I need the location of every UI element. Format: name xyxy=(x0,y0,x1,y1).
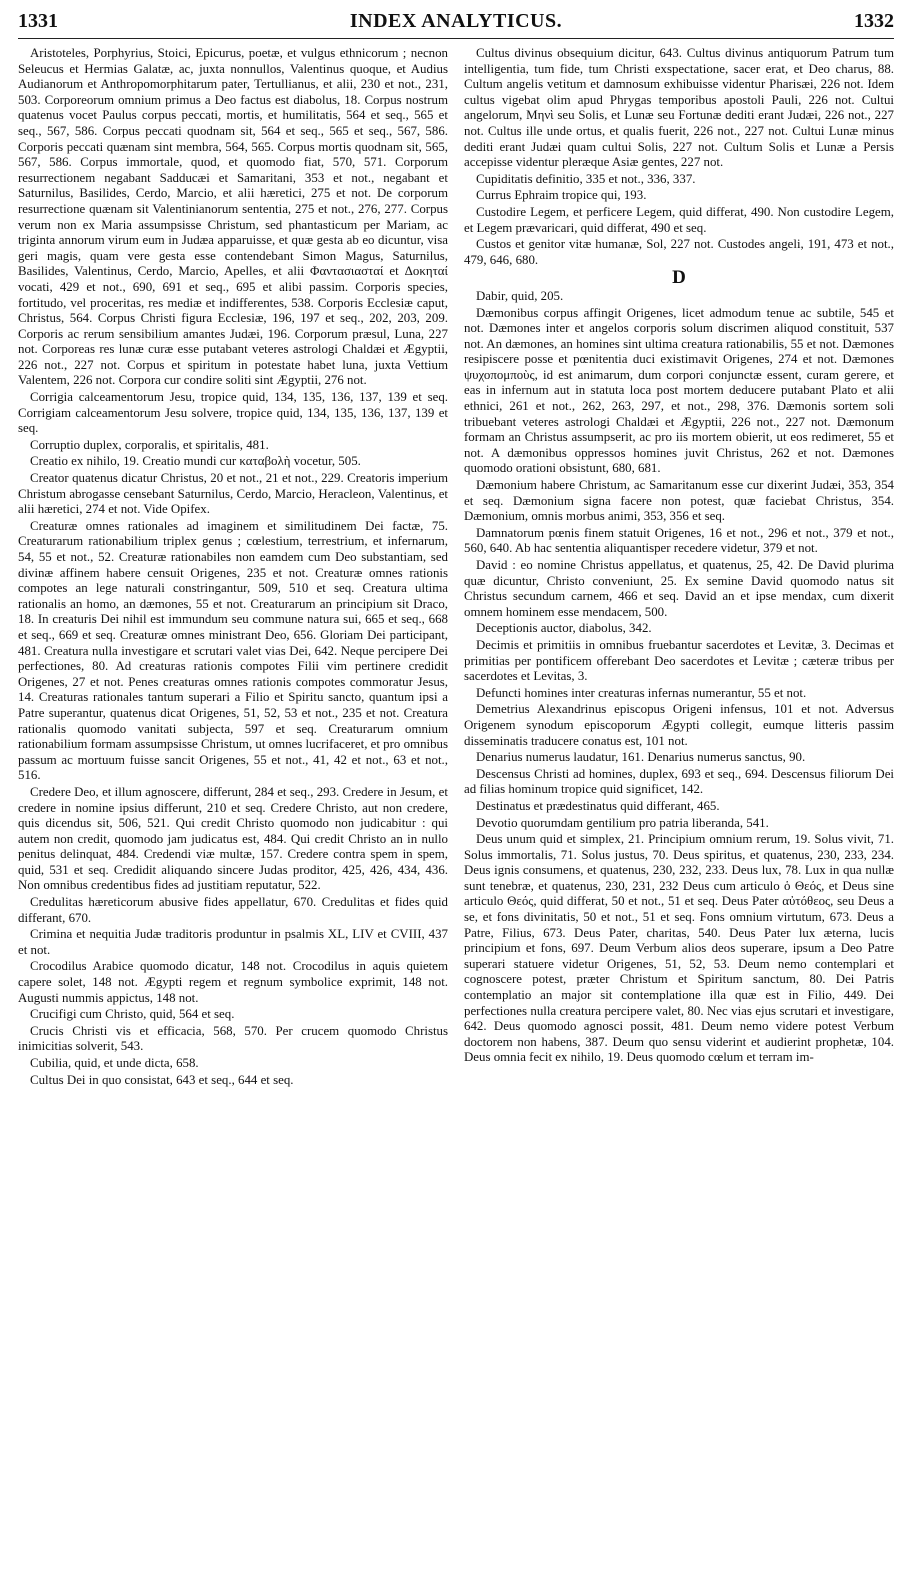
index-entry: Deus unum quid et simplex, 21. Principium omnium rerum, 19. Solus vivit, 71. Solus immortalis, 71. Solus justus, 70. Deus spiritus, et quatenus, 230, 233, 234. Deus ignis consumens, et quatenus, 230, 232, 233. Deus lux, 78. Lux in qua nullæ sunt tenebræ, et quatenus, 230, 231, 232 Deus cum articulo ὁ Θεός, et Deus sine articulo Θεός, quid differat, 50 et not., 51 et seq. Deus Pater αὐτόθεος, seu Deus a se, et fons divinitatis, 50 et not., 51 et seq. Fons omnium virtutum, 673. Deus a Patre, Filius, 673. Deus Pater, charitas, 540. Deus Pater lux æterna, lucis principium et fons, 697. Deum Verbum alios deos superare, ipsum a Deo Patre superari statuere videtur Origenes, 51, 52, 53. Deum nemo contemplari et cognoscere potest, præter Christum et Spiritum sanctum, 80. Dei Patris contemplatio an major sit contemplatione illa quæ est in Filio, 449. Dei perfectiones nulla creatura percipere valet, 80. Nec vias ejus scrutari et investigare, 642. Deus quomodo agnosci possit, 481. Deum nemo videre potest Verbum doctorem non habens, 387. Deum quo sensu viderint et audierint prophetæ, 104. Deus omnia fecit ex nihilo, 19. Deus quomodo cœlum et terram im- xyxy=(464,832,894,1065)
page-number-left: 1331 xyxy=(18,10,58,32)
index-entry: Currus Ephraim tropice qui, 193. xyxy=(476,188,647,203)
index-entry: Destinatus et prædestinatus quid differant, 465. xyxy=(476,798,720,813)
index-entry: Crucifigi cum Christo, quid, 564 et seq. xyxy=(30,1007,235,1022)
index-entry: Crocodilus Arabice quomodo dicatur, 148 not. Crocodilus in aquis quietem capere solet, 148 not. Ægypti regem et regnum symbolice exprimit, 148 not. Augusti nummis appictus, 148 not. xyxy=(18,959,448,1005)
index-entry: David : eo nomine Christus appellatus, et quatenus, 25, 42. De David plurima quæ dicuntur, Christo conveniunt, 25. Ex semine David quomodo natus sit Christus secundum carnem, 466 et seq. David an et ipse mendax, cum dixerit omnem hominem esse mendacem, 500. xyxy=(464,558,894,619)
index-entry: Demetrius Alexandrinus episcopus Origeni infensus, 101 et not. Adversus Origenem synodum episcoporum Ægypti collegit, eumque litteris passim disseminatis traducere conatus est, 101 not. xyxy=(464,702,894,748)
index-entry: Credulitas hæreticorum abusive fides appellatur, 670. Credulitas et fides quid differant, 670. xyxy=(18,895,448,925)
index-entry: Denarius numerus laudatur, 161. Denarius numerus sanctus, 90. xyxy=(476,750,806,765)
index-entry: Cultus Dei in quo consistat, 643 et seq., 644 et seq. xyxy=(30,1072,294,1087)
index-entry: Custos et genitor vitæ humanæ, Sol, 227 not. Custodes angeli, 191, 473 et not., 479, 646, 680. xyxy=(464,237,894,267)
index-entry: Dabir, quid, 205. xyxy=(476,288,564,303)
index-entry: Defuncti homines inter creaturas infernas numerantur, 55 et not. xyxy=(476,685,807,700)
index-entry: Crimina et nequitia Judæ traditoris produntur in psalmis XL, LIV et CVIII, 437 et not. xyxy=(18,927,448,957)
index-entry: Creaturæ omnes rationales ad imaginem et similitudinem Dei factæ, 75. Creaturarum rationabilium triplex genus ; cœlestium, terrestrium, et infernarum, 54, 55 et not., 52. Creaturæ rationabiles non eamdem cum Deo substantiam, sed divinæ affinem habere censuit Origenes, 235 et not. Creaturæ omnes rationis compotes an lege naturali constringantur, 509, 510 et seq. Creatura ultima rationalis an homo, an dæmones, 55 et not. Creaturarum an principium sit Draco, 18. In creaturis Dei nihil est immundum seu commune natura sui, 665 et seq., 668 et seq., 669 et seq. Creaturæ omnes ministrant Deo, 656. Gloriam Dei participant, 481. Creatura nulla investigare et scrutari valet vias Dei, 642. Neque percipere Dei perfectiones, 80. Ad creaturas rationis compotes Filii vim pertinere credidit Origenes, 27 et not. Penes creaturas omnes rationis compotes commoratur Jesus, 14. Creaturas rationales tantum superari a Filio et Spiritu sancto, quantum ipsi a Patre superantur, quatenus dicat Origenes, 51, 52, 53 et not., 235 et not. Creatura rationalis quomodo vanitati subjecta, 597 et seq. Creaturarum omnium rationabilium formam assumpsisse Christum, ut omnes lucrifaceret, et pro omnibus passum ac mortuum fuisse sancit Origenes, 55 et not., 41, 42 et not., 63 et not., 516. xyxy=(18,518,448,783)
index-entry: Devotio quorumdam gentilium pro patria liberanda, 541. xyxy=(476,815,769,830)
left-column xyxy=(18,46,448,1089)
index-entry: Cupiditatis definitio, 335 et not., 336, 337. xyxy=(476,171,696,186)
index-entry: Cubilia, quid, et unde dicta, 658. xyxy=(30,1056,199,1070)
index-entry: Custodire Legem, et perficere Legem, quid differat, 490. Non custodire Legem, et Legem prævaricari, quid differat, 490 et seq. xyxy=(464,204,894,235)
index-entry: Crucis Christi vis et efficacia, 568, 570. Per crucem quomodo Christus inimicitias solverit, 543. xyxy=(18,1023,448,1054)
index-page xyxy=(18,8,894,1563)
index-entry: Creator quatenus dicatur Christus, 20 et not., 21 et not., 229. Creatoris imperium Christum abrogasse censebant Saturnilus, Cerdo, Marcio, Heracleon, Valentinus, et alii hæretici, 274 et not. Vide Opifex. xyxy=(18,471,448,517)
running-title: INDEX ANALYTICUS. xyxy=(349,10,563,32)
index-entry: Cultus divinus obsequium dicitur, 643. Cultus divinus antiquorum Patrum tum intelligentia, tum fide, tum Christi exspectatione, sacer erat, et Deo charus, 88. Cultum angelis vetitum et damnosum exhibuisse videntur Pharisæi, 226 not. Idem cultus vigebat olim apud Phrygas temporibus apostoli Pauli, 226 not. Cultui angelorum, Μηνὶ seu Solis, et Lunæ seu Fortunæ dediti erant Judæi, 226 not., 227 not. Cultus ille unde ortus, et qualis fuerit, 226 not., 227 not. Cultui Lunæ minus dediti erant Judæi quam cultui Solis, 227 not. Cultum Solis et Lunæ a Persis accepisse videntur pleræque Asiæ gentes, 227 not. xyxy=(464,46,894,170)
index-entry: Dæmonium habere Christum, ac Samaritanum esse cur dixerint Judæi, 353, 354 et seq. Dæmonium signa facere non potest, quæ faciebat Christus, 354. Dæmonium, omnis morbus animi, 353, 356 et seq. xyxy=(464,478,894,524)
page-header xyxy=(18,8,894,39)
section-letter-heading: D xyxy=(672,267,686,289)
index-entry: Dæmonibus corpus affingit Origenes, licet admodum tenue ac subtile, 545 et not. Dæmones inter et angelos corporis solum discrimen aliquod constituit, 537 not. An dæmones, an homines sint ultima creatura rationabilis, 55 et not. Dæmones resipiscere posse et pœnitentia duci existimavit Origenes, 274 et not. Dæmones ψυχοπομποὺς, id est animarum, dum corpori conjunctæ essent, curam gerere, et eas in infernum aut in statuta loca post mortem deducere putabant Plato et alii ethnici, 261 et not., 262, 263, 297, et not., 298, 376. Dæmonis sortem soli tribuebant veteres astrologi Chaldæi et Ægyptii, 226 not., 227 not. Dæmonum formam an Christus assumpserit, ac pro iis mortem obierit, ut eos redimeret, 55 et not. A dæmonibus oppressos homines juvit Christus, 262 et not. Dæmones quomodo orationi obsistunt, 680, 681. xyxy=(464,305,894,476)
index-entry: Corrigia calceamentorum Jesu, tropice quid, 134, 135, 136, 137, 139 et seq. Corrigiam calceamentorum Jesu solvere, tropice quid, 134, 135, 136, 137, 139 et seq. xyxy=(18,390,448,436)
page-number-right: 1332 xyxy=(854,10,894,32)
index-entry: Credere Deo, et illum agnoscere, differunt, 284 et seq., 293. Credere in Jesum, et credere in nomine ipsius differunt, 210 et seq. Credere Christo, aut non credere, quis dicendus sit, 506, 521. Qui credit Christo quomodo non judicabitur : qui autem non credit, quomodo jam judicatus est, 484. Qui credit Christo an in nullo penitus delinquat, 484. Credendi viæ multæ, 157. Credere contra spem in spem, quid, 531 et seq. Credidit aliquando sincere Judas proditor, 425, 426, 434, 436. Non omnibus credentibus fides ad justitiam reputatur, 522. xyxy=(18,784,448,893)
index-entry: Decimis et primitiis in omnibus fruebantur sacerdotes et Levitæ, 3. Decimas et primitias per pontificem offerebant Deo sacerdotes et Levitæ ; cæteræ tribus per sacerdotes et Levitas, 3. xyxy=(464,637,894,684)
index-entry: Deceptionis auctor, diabolus, 342. xyxy=(476,621,652,636)
index-entry: Corruptio duplex, corporalis, et spiritalis, 481. xyxy=(30,437,269,452)
right-column xyxy=(464,46,894,1089)
index-entry: Damnatorum pœnis finem statuit Origenes, 16 et not., 296 et not., 379 et not., 560, 640. Ab hac sententia aliquantisper recedere videtur, 379 et not. xyxy=(464,525,894,556)
index-entry: Creatio ex nihilo, 19. Creatio mundi cur καταβολὴ vocetur, 505. xyxy=(30,454,361,469)
index-entry: Aristoteles, Porphyrius, Stoici, Epicurus, poetæ, et vulgus ethnicorum ; necnon Seleucus et Hermias Galatæ, ac, juxta nonnullos, Valentinus quoque, et Audius Audianorum et Anthropomorphitarum pater, Tertullianus, et alii, 230 et not., 231, 503. Corporeorum omnium primus a Deo factus est diabolus, 18. Corpus nostrum quatenus vocet Paulus corpus peccati, mortis, et humilitatis, 564 et seq., 565 et seq., 567, 586. Corpus peccati quodnam sit, 564 et seq., 565 et seq., 567, 586. Corporis peccati quænam sint membra, 564, 565. Corpus mortis quodnam sit, 565, 567, 586. Corpus immortale, quod, et quomodo fiat, 570, 571. Corporum resurrectionem negabant Sadducæi et Samaritani, 353 et not., negabant et Saturnilus, Basilides, Cerdo, Marcio, et alii hæretici, 275 et not. De corporum resurrectione quænam sit Valentinianorum sententia, 275 et not., 276, 277. Corpus verum non ex Maria assumpsisse Christum, sed phantasticum per Mariam, ac triginta annorum virum eum in Judæa apparuisse, et quæ gesta ab eo dicuntur, visa geri magis, quam vere gesta esse contendebant Simon Magus, Saturnilus, Basilides, Valentinus, Cerdo, Marcio, Apelles, et alii Φαντασιασταί et Δοκηταί vocati, 429 et not., 690, 691 et seq., 695 et alibi passim. Corporis species, fortitudo, vel proceritas, res mediæ et indifferentes, 538. Corporis Ecclesiæ caput, Christus, 564. Corpus Christi figura Ecclesiæ, 196, 197 et seq., 202, 203, 209. Corporis ac rerum sensibilium amantes Judæi, 196. Corporum præsul, Luna, 227 not. Corporeas res lunæ curæ esse putabant veteres astrologi Chaldæi et Ægyptii, 226 not., 227 not. Corpus et spiritum in potestate habet luna, juxta Vettium Valentem, 226 not. Corpora cur condire soliti sint Ægyptii, 276 not. xyxy=(18,46,448,388)
two-column-body xyxy=(18,46,894,1089)
index-entry: Descensus Christi ad homines, duplex, 693 et seq., 694. Descensus filiorum Dei ad filias hominum tropice quid significet, 142. xyxy=(464,766,894,797)
